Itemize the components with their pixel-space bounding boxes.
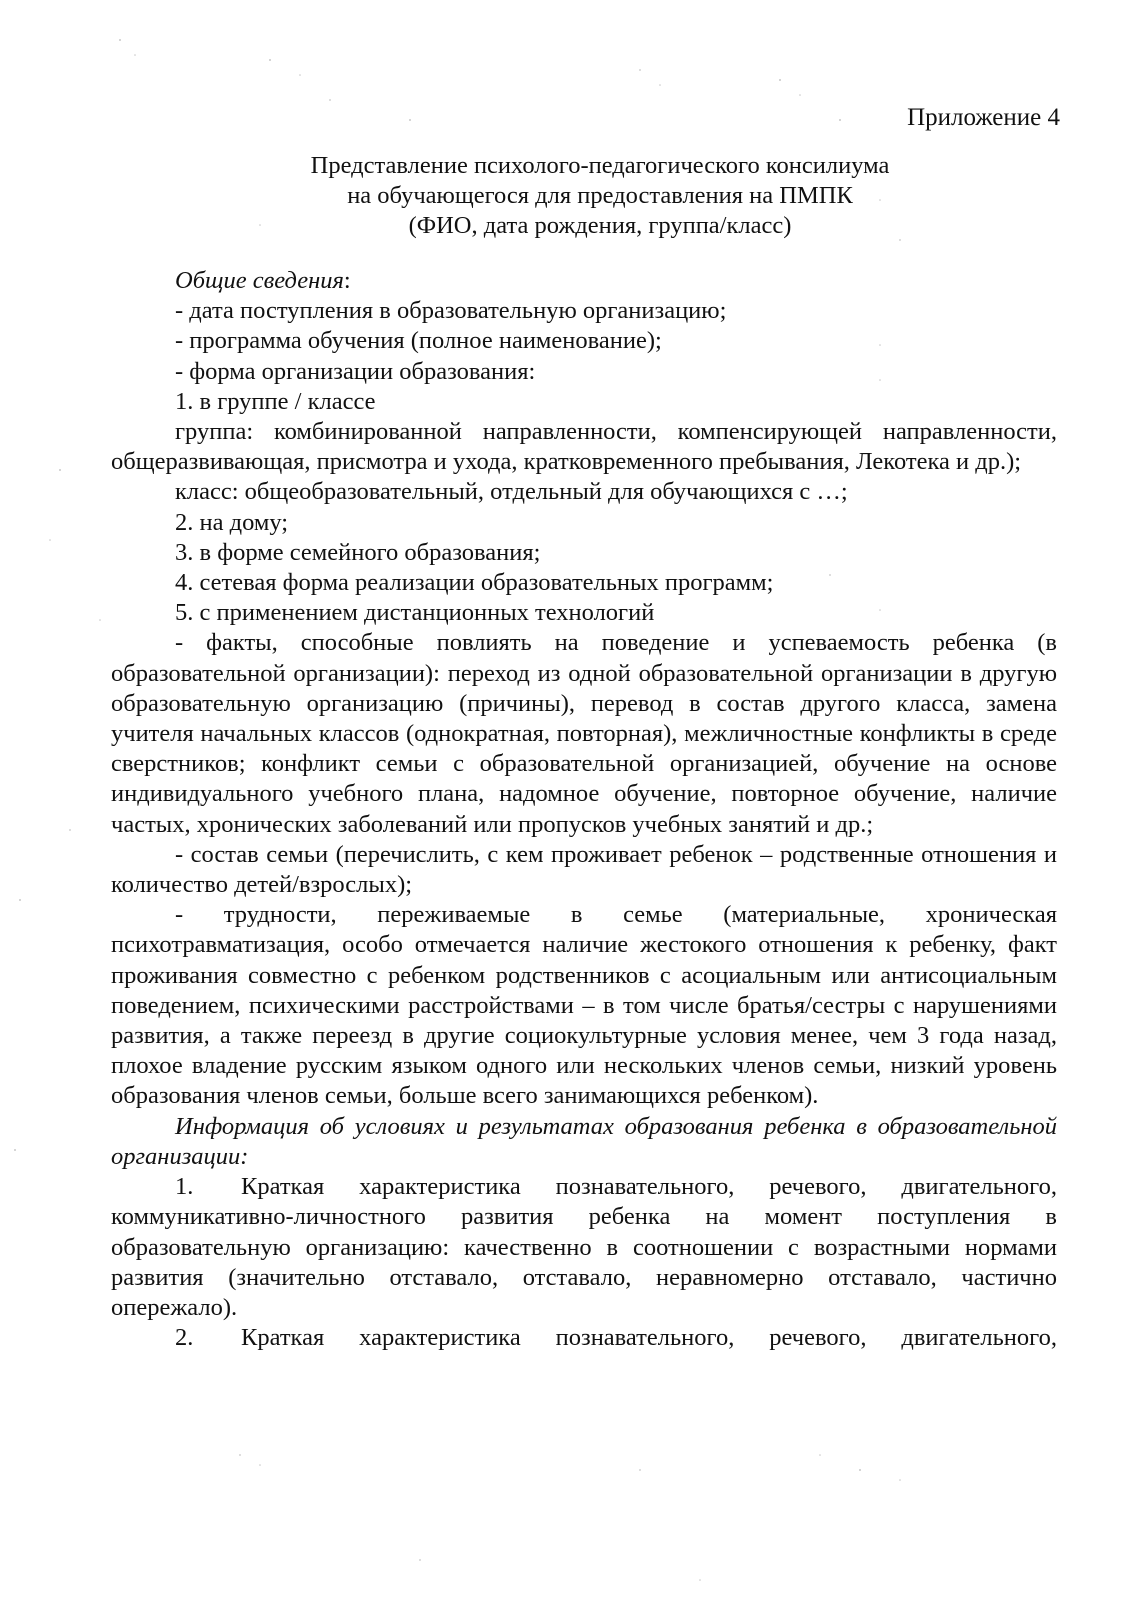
item-family: - состав семьи (перечислить, с кем проживает ребенок – родственные отношения и количество детей/взрослых); [111,840,1057,899]
item-class-types: класс: общеобразовательный, отдельный для обучающихся с …; [175,478,848,506]
item-difficulties: - трудности, переживаемые в семье (материальные, хроническая психотравматизация, особо отмечается наличие жестокого отношения к ребенку, факт проживания совместно с ребенком родственников с асоциальным или антисоциальным поведением, психическими расстройствами – в том числе братья/сестры с нарушениями развития, а также переезд в другие социокультурные условия менее, чем 3 года назад, плохое владение русским языком одного или нескольких членов семьи, низкий уровень образования членов семьи, больше всего занимающихся ребенком). [111,901,1057,1110]
item-form: - форма организации образования: [175,357,536,385]
item-distance: 5. с применением дистанционных технологий [175,599,655,627]
document-title [270,151,930,241]
title-line: (ФИО, дата рождения, группа/класс) [408,212,792,239]
title-line: на обучающегося для предоставления на ПМПК [347,182,853,209]
title-line: Представление психолого-педагогического консилиума [310,152,890,179]
item-admission-date: - дата поступления в образовательную организацию; [175,297,727,325]
document-body [111,266,1057,1353]
numbered-item-2 [111,1323,1057,1353]
appendix-label: Приложение 4 [907,104,1060,131]
item-facts: - факты, способные повлиять на поведение и успеваемость ребенка (в образовательной организации): переход из одной образовательной организации в другую образовательную организацию (причины), перевод в состав другого класса, замена учителя начальных классов (однократная, повторная), межличностные конфликты в среде сверстников; конфликт семьи с образовательной организацией, обучение на основе индивидуального учебного плана, надомное обучение, повторное обучение, наличие частых, хронических заболеваний или пропусков учебных занятий и др.; [111,629,1057,838]
item-group-types: группа: комбинированной направленности, компенсирующей направленности, общеразвивающая, присмотра и ухода, кратковременного пребывания, Лекотека и др.); [111,418,1057,476]
item-network-form: 4. сетевая форма реализации образовательных программ; [175,569,774,597]
item-family-education: 3. в форме семейного образования; [175,538,541,566]
general-heading-text: Общие сведения [175,267,344,294]
numbered-item-1 [111,1172,1057,1323]
general-heading-colon: : [343,267,351,294]
general-heading [111,266,1057,296]
item-number: 1. [175,1173,194,1201]
item-text: Краткая характеристика познавательного, речевого, двигательного, коммуникативно-личностного развития ребенка на момент поступления в образовательную организацию: качественно в соотношении с возрастными нормами развития (значительно отставало, отставало, неравномерно отставало, частично опережало). [111,1173,1057,1321]
item-in-group: 1. в группе / классе [175,387,376,415]
item-text: Краткая характеристика познавательного, речевого, двигательного, [241,1324,1057,1352]
item-at-home: 2. на дому; [175,508,289,536]
item-program: - программа обучения (полное наименование); [175,327,662,355]
item-number: 2. [175,1324,194,1352]
info-heading: Информация об условиях и результатах образования ребенка в образовательной организации: [111,1112,1057,1170]
